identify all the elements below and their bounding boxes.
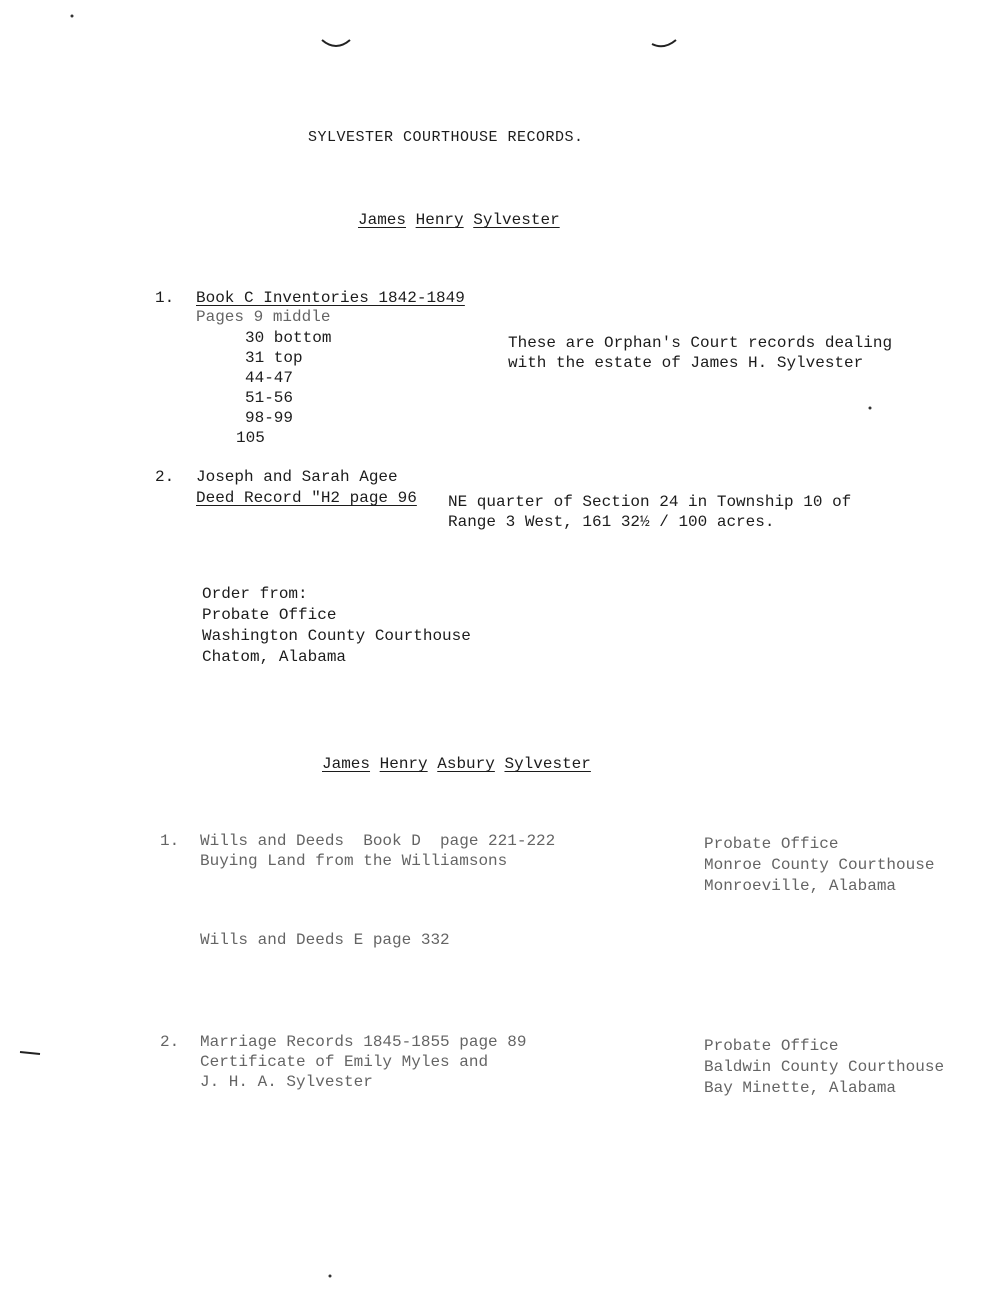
item-number: 2. <box>155 468 175 486</box>
heading-word: Henry <box>379 755 428 773</box>
pages-line: Pages 9 middle <box>196 308 331 326</box>
office-line: Bay Minette, Alabama <box>704 1079 897 1097</box>
record-line: Buying Land from the Williamsons <box>200 852 508 870</box>
record-line: Wills and Deeds Book D page 221-222 <box>200 832 556 850</box>
record-line: Certificate of Emily Myles and <box>200 1053 489 1071</box>
book-reference: Book C Inventories 1842-1849 <box>196 289 465 307</box>
order-line: Chatom, Alabama <box>202 648 347 666</box>
pages-line: 31 top <box>245 349 303 367</box>
heading-word: Asbury <box>437 755 495 773</box>
heading-word: James <box>358 211 407 229</box>
order-line: Order from: <box>202 585 308 603</box>
page-title: SYLVESTER COURTHOUSE RECORDS. <box>308 129 584 146</box>
land-description: NE quarter of Section 24 in Township 10 of <box>448 493 852 511</box>
heading-word: Sylvester <box>504 755 591 773</box>
office-line: Baldwin County Courthouse <box>704 1058 945 1076</box>
section2-heading <box>322 754 591 774</box>
item-number: 1. <box>155 289 175 307</box>
office-line: Monroeville, Alabama <box>704 877 897 895</box>
pages-line: 98-99 <box>245 409 294 427</box>
record-line: Marriage Records 1845-1855 page 89 <box>200 1033 527 1051</box>
office-line: Probate Office <box>704 1037 839 1055</box>
pages-line: 105 <box>236 429 265 447</box>
grantor-names: Joseph and Sarah Agee <box>196 468 398 486</box>
office-line: Monroe County Courthouse <box>704 856 935 874</box>
orphan-court-note: These are Orphan's Court records dealing <box>508 334 893 352</box>
item-number: 1. <box>160 832 180 850</box>
record-line: J. H. A. Sylvester <box>200 1073 373 1091</box>
orphan-court-note: with the estate of James H. Sylvester <box>508 354 864 372</box>
office-line: Probate Office <box>704 835 839 853</box>
land-description: Range 3 West, 161 32½ / 100 acres. <box>448 513 775 531</box>
pages-line: 44-47 <box>245 369 294 387</box>
heading-word: Sylvester <box>473 211 560 229</box>
section1-heading <box>358 210 560 230</box>
order-line: Washington County Courthouse <box>202 627 471 645</box>
heading-word: James <box>322 755 371 773</box>
record-line: Wills and Deeds E page 332 <box>200 931 450 949</box>
order-line: Probate Office <box>202 606 337 624</box>
item-number: 2. <box>160 1033 180 1051</box>
deed-reference: Deed Record "H2 page 96 <box>196 489 417 507</box>
pages-line: 51-56 <box>245 389 294 407</box>
heading-word: Henry <box>415 211 464 229</box>
pages-line: 30 bottom <box>245 329 332 347</box>
